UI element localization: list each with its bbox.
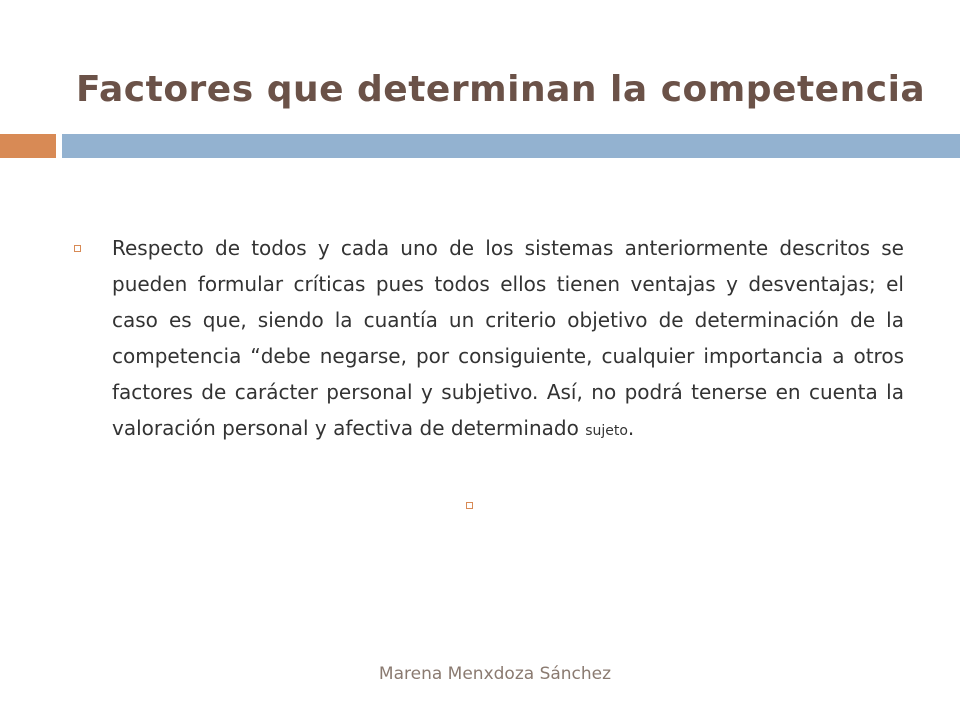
square-bullet-icon (74, 245, 81, 252)
slide-content (74, 230, 904, 449)
empty-square-bullet-icon (466, 502, 473, 509)
title-divider-bar (62, 134, 960, 158)
bullet-small-word: sujeto (585, 423, 628, 439)
bullet-text (112, 230, 904, 449)
bullet-main-text: Respecto de todos y cada uno de los sistemas anteriormente descritos se pueden formular críticas pues todos ellos tienen ventajas y desventajas; el caso es que, siendo la cuantía un criterio objetivo de determinación de la competencia “debe negarse, por consiguiente, cualquier importancia a otros factores de carácter personal y subjetivo. Así, no podrá tenerse en cuenta la valoración personal y afectiva de determinado (112, 236, 904, 440)
bullet-item (74, 230, 904, 449)
slide-title: Factores que determinan la competencia (76, 69, 926, 110)
bullet-end-punct: . (627, 416, 635, 440)
title-accent-bar (0, 134, 56, 158)
slide-footer: Marena Menxdoza Sánchez (378, 664, 612, 684)
